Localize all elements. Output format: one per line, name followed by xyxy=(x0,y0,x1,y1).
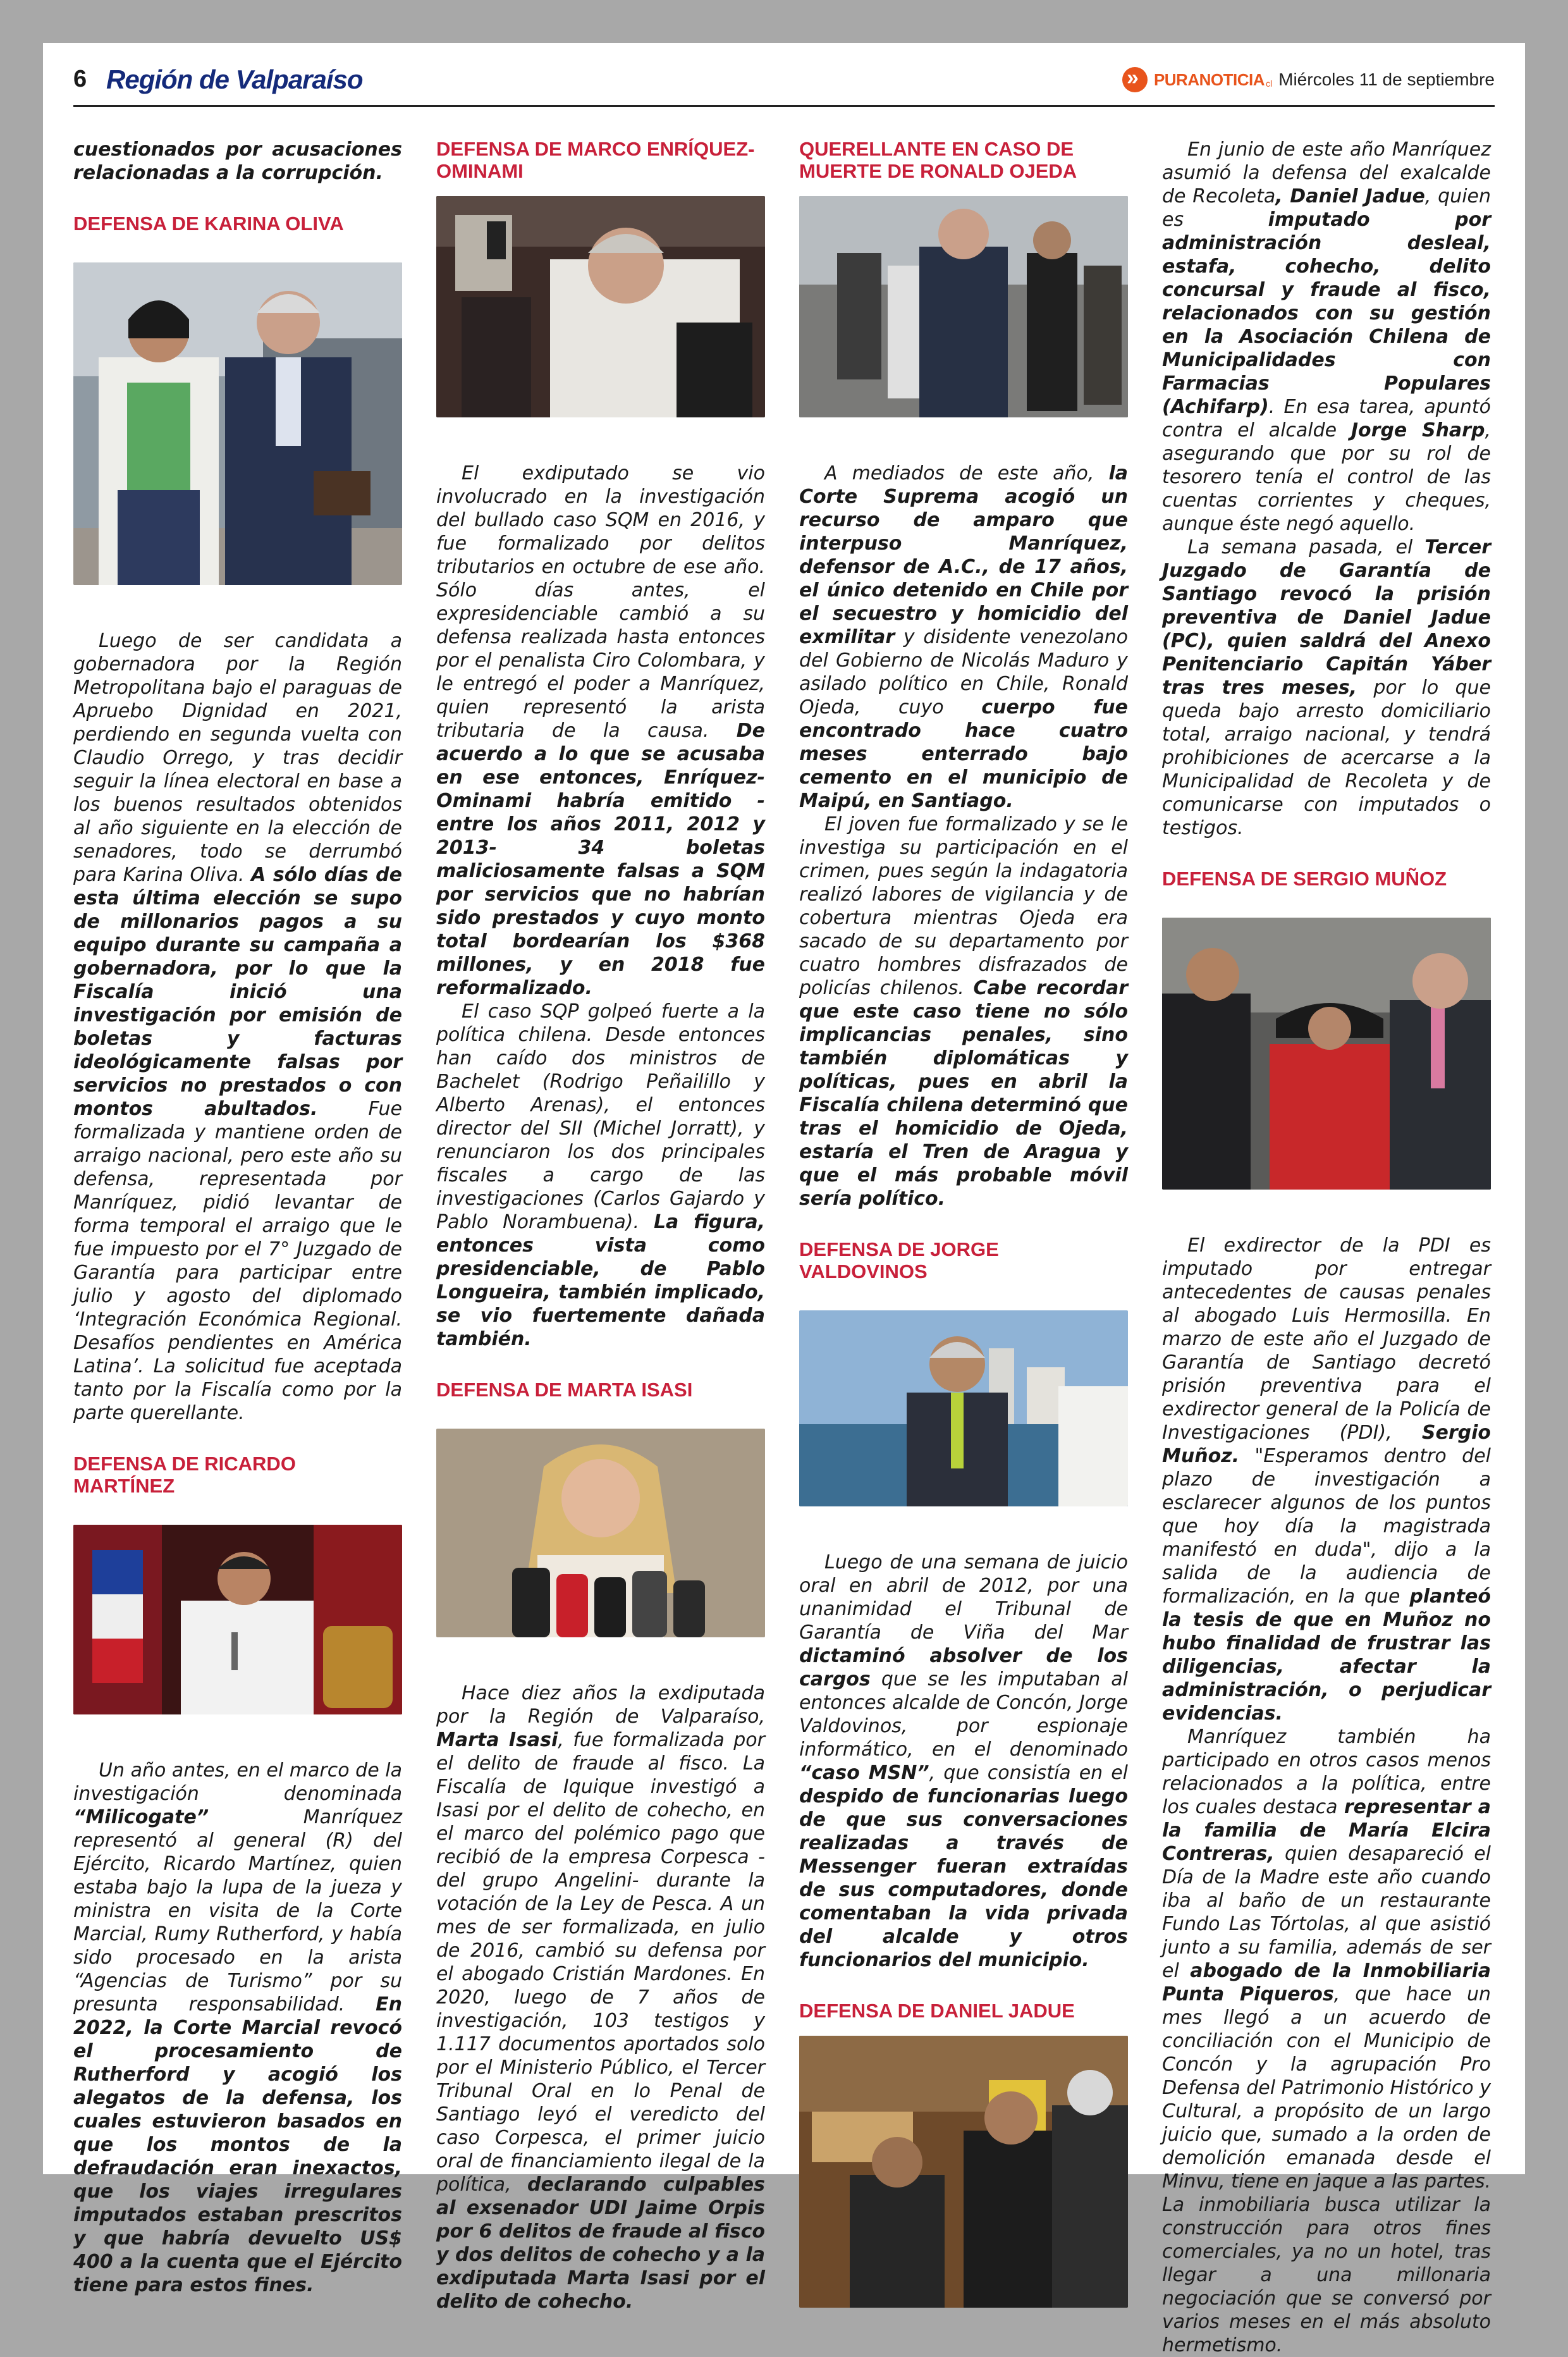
column-3 xyxy=(799,138,1128,2308)
header-brand xyxy=(1122,67,1495,92)
puranoticia-logo-icon xyxy=(1122,67,1148,92)
newspaper-page xyxy=(43,43,1525,2356)
karina-oliva-text: Luego de ser candidata a gobernadora por la Región Metropolitana bajo el paraguas de Apruebo Dignidad en 2021, perdiendo en segunda vuelta con Claudio Orrego, y tras decidir seguir la línea electoral en base a los buenos resultados obtenidos al año siguiente en la elección de senadores, todo se derrumbó para Karina Oliva. A sólo días de esta última elección se supo de millonarios pagos a su equipo durante su campaña a gobernadora, por lo que la Fiscalía inició una investigación por emisión de boletas y facturas ideológicamente falsas por servicios no prestados o con montos abultados. Fue formalizada y mantiene orden de arraigo nacional, pero este año su defensa, representada por Manríquez, pidió levantar de forma temporal el arraigo que le fue impuesto por el 7° Juzgado de Garantía para participar entre julio y agosto del diplomado ‘Integración Económica Regional. Desafíos pendientes en América Latina’. La solicitud fue aceptada tanto por la Fiscalía como por la parte querellante. xyxy=(73,630,403,1424)
heading-ricardo-martinez: DEFENSA DE RICARDO MARTÍNEZ xyxy=(73,1453,296,1497)
photo-marta-isasi xyxy=(436,1429,765,1637)
photo-karina-oliva xyxy=(73,262,402,585)
photo-ricardo-martinez xyxy=(73,1525,402,1714)
heading-daniel-jadue: DEFENSA DE DANIEL JADUE xyxy=(799,2000,1075,2022)
daniel-jadue-text-2: La semana pasada, el Tercer Juzgado de Garantía de Santiago revocó la prisión preventiva de Daniel Jadue (PC), quien saldrá del Anexo Penitenciario Capitán Yáber tras tres meses, por lo que queda bajo arresto domiciliario total, arraigo nacional, y tendrá prohibiciones de acercarse a la Municipalidad de Recoleta y de comunicarse con imputados o testigos. xyxy=(1162,536,1491,839)
photo-daniel-jadue xyxy=(799,2036,1128,2308)
photo-marco-enriquez-ominami xyxy=(436,196,765,417)
heading-sergio-munoz: DEFENSA DE SERGIO MUÑOZ xyxy=(1162,868,1447,890)
column-2 xyxy=(436,138,765,2313)
heading-karina-oliva: DEFENSA DE KARINA OLIVA xyxy=(73,212,344,235)
ricardo-martinez-text: Un año antes, en el marco de la investigación denominada “Milicogate” Manríquez representó al general (R) del Ejército, Ricardo Martínez, quien estaba bajo la lupa de la jueza y ministra en visita de la Corte Marcial, Rumy Rutherford, y había sido procesado en la arista “Agencias de Turismo” por su presunta responsabilidad. En 2022, la Corte Marcial revocó el procesamiento de Rutherford y acogió los alegatos de la defensa, los cuales estuvieron basados en que los montos de la defraudación eran inexactos, que los viajes irregulares imputados estaban prescritos y que habría devuelto US$ 400 a la cuenta que el Ejército tiene para estos fines. xyxy=(73,1759,402,2296)
sergio-munoz-text-1: El exdirector de la PDI es imputado por entregar antecedentes de causas penales al abogado Luis Hermosilla. En marzo de este año el Juzgado de Garantía de Santiago decretó prisión preventiva para el exdirector general de la Policía de Investigaciones (PDI), Sergio Muñoz. "Esperamos dentro del plazo de investigación a esclarecer algunos de los puntos que hoy día la magistrada manifestó en duda", dijo a la salida de la audiencia de formalización, en la que planteó la tesis de que en Muñoz no hubo finalidad de frustrar las diligencias, afectar la administración, o perjudicar evidencias. xyxy=(1162,1234,1491,1725)
issue-date: Miércoles 11 de septiembre xyxy=(1278,70,1495,89)
page-number: 6 xyxy=(73,66,87,92)
jorge-valdovinos-text: Luego de una semana de juicio oral en abril de 2012, por una unanimidad el Tribunal de Garantía de Viña del Mar dictaminó absolver de los cargos que se les imputaban al entonces alcalde de Concón, Jorge Valdovinos, por espionaje informático, en el denominado “caso MSN”, que consistía en el despido de funcionarias luego de que sus conversaciones realizadas a través de Messenger fueran extraídas de sus computadores, donde comentaban la vida privada del alcalde y otros funcionarios del municipio. xyxy=(799,1551,1128,1971)
ronald-ojeda-text-2: El joven fue formalizado y se le investiga su participación en el crimen, pues según la indagatoria realizó labores de vigilancia y de cobertura mientras Ojeda era sacado de su departamento por cuatro hombres disfrazados de policías chilenos. Cabe recordar que este caso tiene no sólo implicancias penales, sino también diplomáticas y políticas, pues en abril la Fiscalía chilena determinó que tras el homicidio de Ojeda, estaría el Tren de Aragua y que el más probable móvil sería político. xyxy=(799,813,1128,1210)
daniel-jadue-text-1: En junio de este año Manríquez asumió la defensa del exalcalde de Recoleta, Daniel Jadue, quien es imputado por administración desleal, estafa, cohecho, delito concursal y fraude al fisco, relacionados con su gestión en la Asociación Chilena de Municipalidades con Farmacias Populares (Achifarp). En esa tarea, apuntó contra el alcalde Jorge Sharp, asegurando que por su rol de tesorero tenía el control de las cuentas corrientes y cheques, aunque éste negó aquello. xyxy=(1162,138,1491,535)
brand-name: PURANOTICIA xyxy=(1153,70,1265,89)
photo-ronald-ojeda xyxy=(799,196,1128,417)
heading-marco-enriquez-ominami: DEFENSA DE MARCO ENRÍQUEZ-OMINAMI xyxy=(436,138,755,182)
sergio-munoz-text-2: Manríquez también ha participado en otros casos menos relacionados a la política, entre los cuales destaca representar a la familia de María Elcira Contreras, quien desapareció el Día de la Madre este año cuando iba al baño de un restaurante Fundo Las Tórtolas, al que asistió junto a su familia, además de ser el abogado de la Inmobiliaria Punta Piqueros, que hace un mes llegó a un acuerdo de conciliación con el Municipio de Concón y la agrupación Pro Defensa del Patrimonio Histórico y Cultural, a propósito de un largo juicio que, sumado a la orden de demolición emanada desde el Minvu, tiene en jaque a las partes. La inmobiliaria busca utilizar la construcción para otros fines comerciales, ya no un hotel, tras llegar a una millonaria negociación que se conversó por varios meses en el más absoluto hermetismo. xyxy=(1162,1726,1491,2356)
marta-isasi-text: Hace diez años la exdiputada por la Región de Valparaíso, Marta Isasi, fue formalizada por el delito de fraude al fisco. La Fiscalía de Iquique investigó a Isasi por el delito de cohecho, en el marco del polémico pago que recibió de la empresa Corpesca -del grupo Angelini- durante la votación de la Ley de Pesca. A un mes de ser formalizada, en julio de 2016, cambió su defensa por el abogado Cristián Mardones. En 2020, luego de 7 años de investigación, 103 testigos y 1.117 documentos aportados solo por el Ministerio Público, el Tercer Tribunal Oral en lo Penal de Santiago leyó el veredicto del caso Corpesca, el primer juicio oral de financiamiento ilegal de la política, declarando culpables al exsenador UDI Jaime Orpis por 6 delitos de fraude al fisco y dos delitos de cohecho y a la exdiputada Marta Isasi por el delito de cohecho. xyxy=(436,1682,765,2313)
photo-jorge-valdovinos xyxy=(799,1310,1128,1506)
meo-text-2: El caso SQP golpeó fuerte a la política chilena. Desde entonces han caído dos ministros de Bachelet (Rodrigo Peñailillo y Alberto Arenas), el entonces director del SII (Michel Jorratt), y renunciaron los dos principales fiscales a cargo de las investigaciones (Carlos Gajardo y Pablo Norambuena). La figura, entonces vista como presidenciable, de Pablo Longueira, también implicado, se vio fuertemente dañada también. xyxy=(436,1000,766,1350)
column-1 xyxy=(73,138,402,2297)
intro-text: cuestionados por acusaciones relacionadas a la corrupción. xyxy=(73,138,402,184)
heading-marta-isasi: DEFENSA DE MARTA ISASI xyxy=(436,1379,693,1401)
meo-text-1: El exdiputado se vio involucrado en la investigación del bullado caso SQM en 2016, y fue formalizado por delitos tributarios en octubre de ese año. Sólo días antes, el expresidenciable cambió a su defensa realizada hasta entonces por el penalista Ciro Colombara, y le entregó el poder a Manríquez, quien representó la arista tributaria de la causa. De acuerdo a lo que se acusaba en ese entonces, Enríquez-Ominami habría emitido -entre los años 2011, 2012 y 2013- 34 boletas maliciosamente falsas a SQM por servicios que no habrían sido prestados y cuyo monto total bordearían los $368 millones, y en 2018 fue reformalizado. xyxy=(436,462,765,999)
photo-sergio-munoz xyxy=(1162,918,1491,1190)
heading-jorge-valdovinos: DEFENSA DE JORGE VALDOVINOS xyxy=(799,1238,999,1283)
page-header xyxy=(73,61,1495,107)
section-title: Región de Valparaíso xyxy=(106,65,363,94)
heading-ronald-ojeda: QUERELLANTE EN CASO DE MUERTE DE RONALD OJEDA xyxy=(799,138,1077,182)
brand-suffix: cl xyxy=(1266,78,1273,89)
ronald-ojeda-text-1: A mediados de este año, la Corte Suprema acogió un recurso de amparo que interpuso Manríquez, defensor de A.C., de 17 años, el único detenido en Chile por el secuestro y homicidio del exmilitar y disidente venezolano del Gobierno de Nicolás Maduro y asilado político en Chile, Ronald Ojeda, cuyo cuerpo fue encontrado hace cuatro meses enterrado bajo cemento en el municipio de Maipú, en Santiago. xyxy=(799,462,1128,812)
column-4 xyxy=(1162,138,1491,2357)
